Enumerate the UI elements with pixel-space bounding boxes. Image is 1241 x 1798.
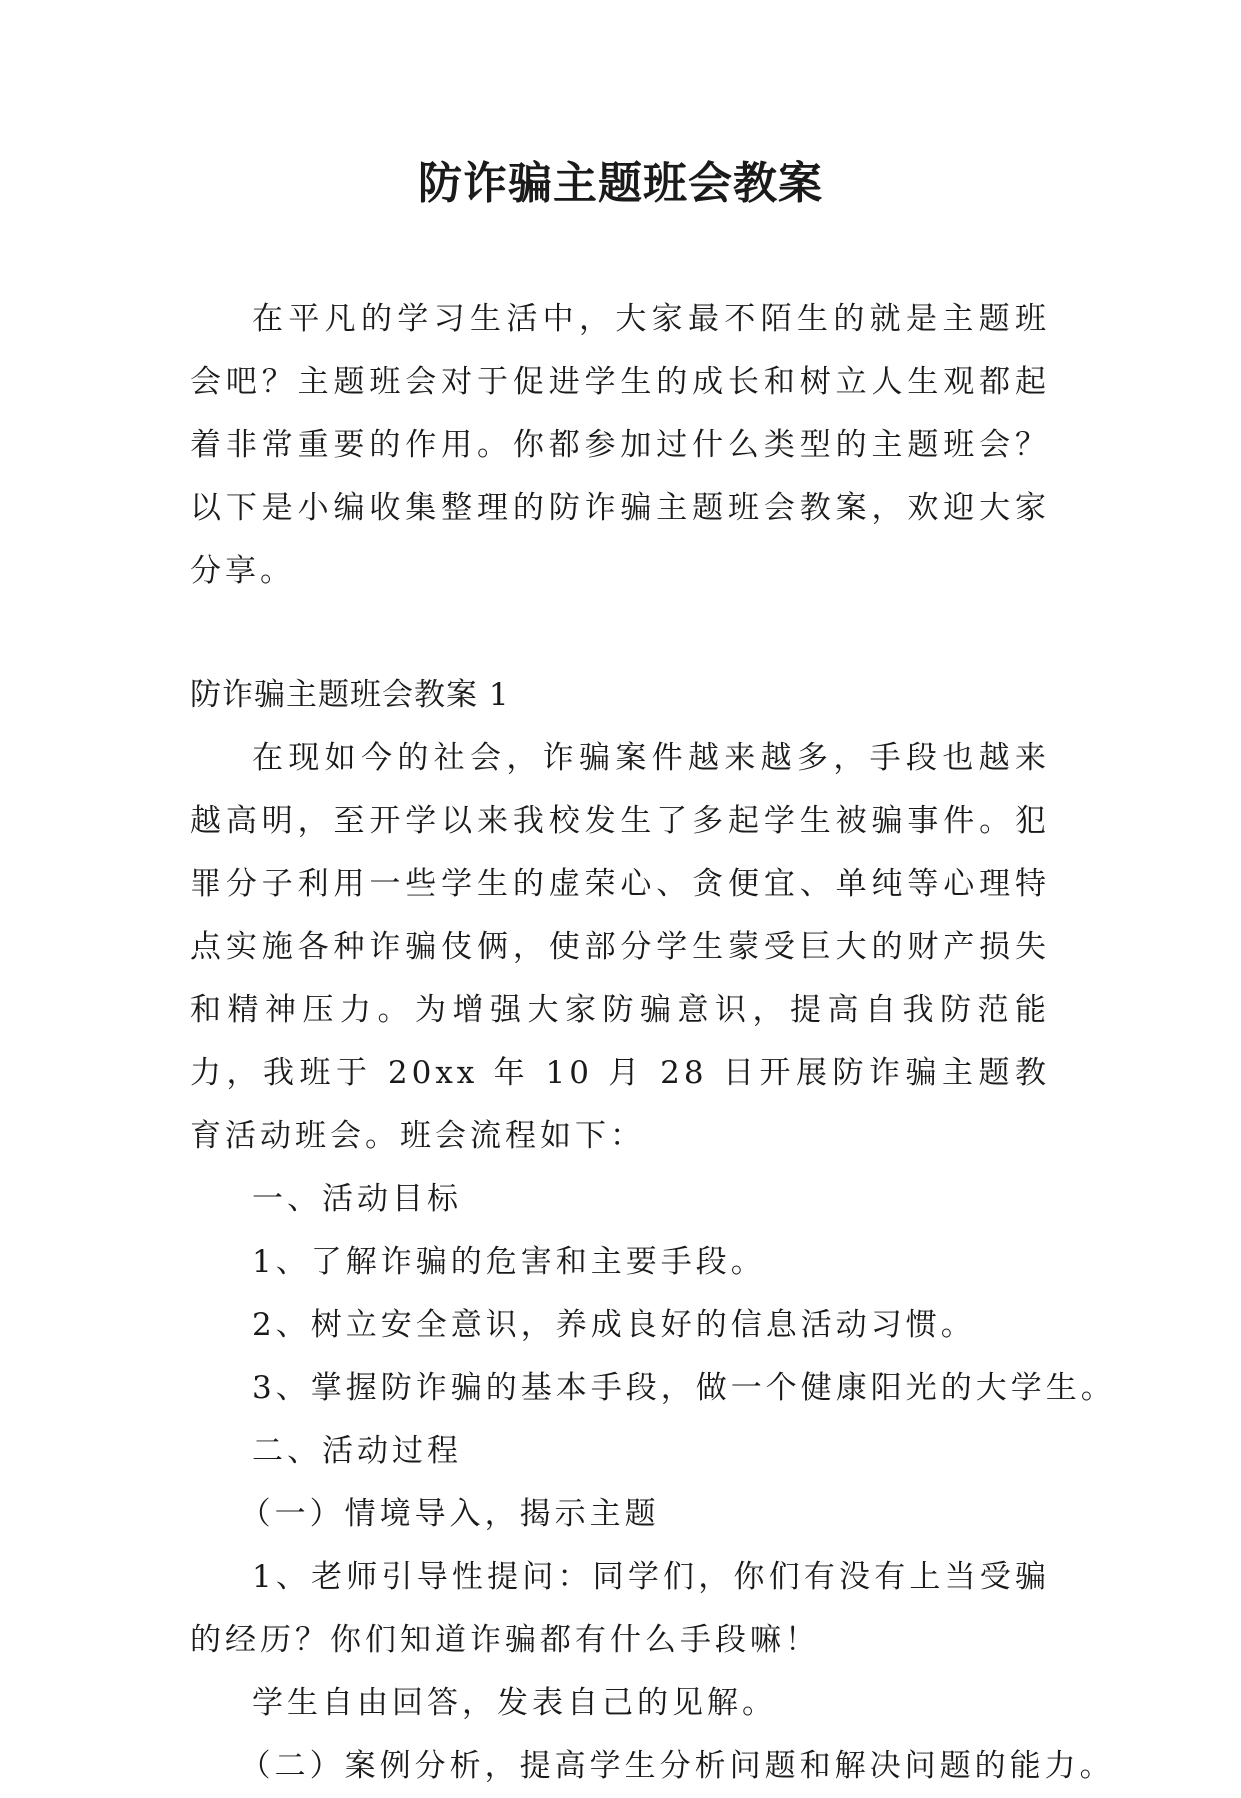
goal-item-2: 2、树立安全意识，养成良好的信息活动习惯。	[252, 1307, 976, 1343]
step-2-heading: （二）案例分析，提高学生分析问题和解决问题的能力。	[239, 1748, 1115, 1784]
document-body	[190, 288, 1116, 1798]
goal-item-1: 1、了解诈骗的危害和主要手段。	[252, 1244, 766, 1280]
section-paragraph: 在现如今的社会，诈骗案件越来越多，手段也越来越高明，至开学以来我校发生了多起学生被骗事件。犯罪分子利用一些学生的虚荣心、贪便宜、单纯等心理特点实施各种诈骗伎俩，使部分学生蒙受巨大的财产损失和精神压力。为增强大家防骗意识，提高自我防范能力，我班于 20xx 年 10 月 28 日开展防诈骗主题教育活动班会。班会流程如下：	[190, 740, 1050, 1154]
step-1-item: 1、老师引导性提问：同学们，你们有没有上当受骗的经历？你们知道诈骗都有什么手段嘛！	[190, 1559, 1050, 1658]
goals-heading: 一、活动目标	[252, 1181, 462, 1217]
section-title: 防诈骗主题班会教案 1	[190, 677, 510, 713]
step-1-heading: （一）情境导入，揭示主题	[239, 1496, 660, 1532]
intro-paragraph: 在平凡的学习生活中，大家最不陌生的就是主题班会吧？主题班会对于促进学生的成长和树立人生观都起着非常重要的作用。你都参加过什么类型的主题班会？以下是小编收集整理的防诈骗主题班会教案，欢迎大家分享。	[190, 301, 1050, 589]
document-title: 防诈骗主题班会教案	[418, 158, 823, 209]
process-heading: 二、活动过程	[252, 1433, 462, 1469]
goal-item-3: 3、掌握防诈骗的基本手段，做一个健康阳光的大学生。	[252, 1370, 1116, 1406]
step-1-answer: 学生自由回答，发表自己的见解。	[252, 1685, 777, 1721]
